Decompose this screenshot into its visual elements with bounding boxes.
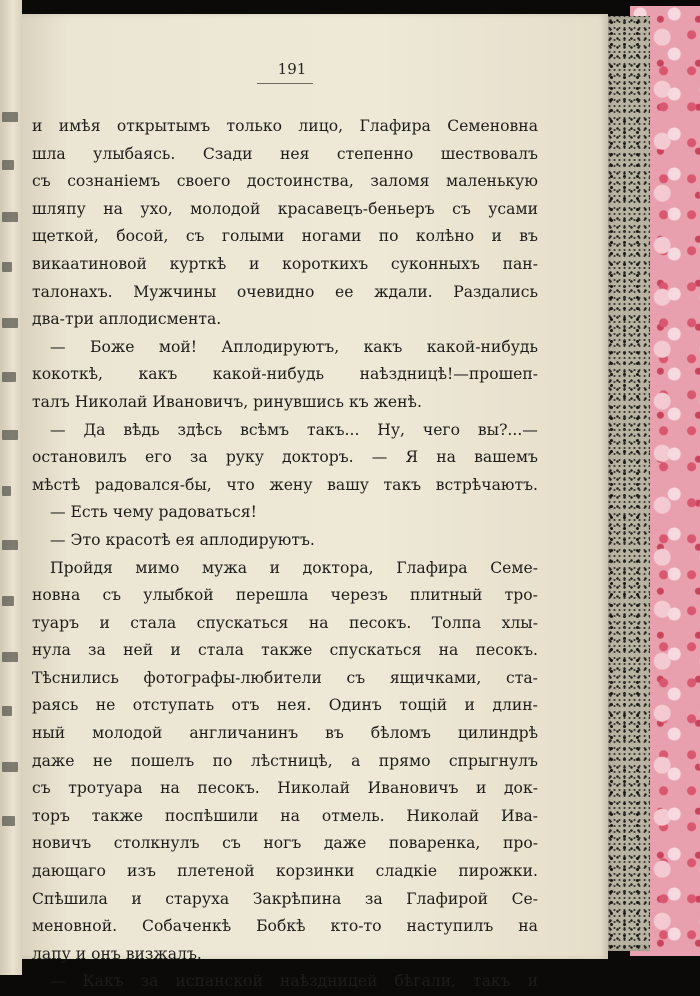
body-text bbox=[32, 113, 538, 996]
text-line: и имѣя открытымъ только лицо, Глафира Семеновна bbox=[32, 117, 538, 135]
text-line: мѣстѣ радовался-бы, что жену вашу такъ встрѣчаютъ. bbox=[32, 475, 538, 494]
text-line: лапу и онъ визжалъ. bbox=[32, 944, 202, 963]
text-line: талъ Николай Ивановичъ, ринувшись къ женѣ. bbox=[32, 392, 422, 411]
text-line: талонахъ. Мужчины очевидно ее ждали. Раздались bbox=[32, 282, 538, 301]
text-line: нула за ней и стала также спускаться на песокъ. bbox=[32, 641, 538, 660]
text-line: съ тротуара на песокъ. Николай Ивановичъ и док- bbox=[32, 779, 538, 798]
left-page-text-fragment bbox=[2, 160, 14, 170]
text-line: шляпу на ухо, молодой красавецъ-беньеръ съ усами bbox=[32, 199, 538, 218]
left-page-text-fragment bbox=[2, 540, 18, 550]
text-line: — Боже мой! Аплодируютъ, какъ какой-нибудь bbox=[50, 337, 538, 356]
text-line: викаатиновой курткѣ и короткихъ суконныхъ пан- bbox=[32, 254, 538, 273]
text-line: Спѣшила и старуха Закрѣпина за Глафирой Се- bbox=[32, 889, 538, 908]
text-line: два-три аплодисмента. bbox=[32, 310, 222, 329]
left-page-text-fragment bbox=[2, 762, 18, 772]
text-line: меновной. Собаченкѣ Бобкѣ кто-то наступилъ на bbox=[32, 917, 538, 936]
book-page bbox=[22, 14, 608, 991]
page-number: 191 bbox=[277, 60, 307, 78]
left-page-text-fragment bbox=[2, 112, 18, 122]
text-line: новичъ столкнулъ съ ногъ даже поваренка, про- bbox=[32, 834, 538, 853]
left-page-text-fragment bbox=[2, 212, 18, 222]
text-line: — Это красотѣ ея аплодируютъ. bbox=[50, 530, 315, 549]
text-line: туаръ и стала спускаться на песокъ. Толпа хлы- bbox=[32, 613, 538, 632]
text-line: новна съ улыбкой перешла черезъ плитный тро- bbox=[32, 586, 538, 605]
left-page-edge bbox=[0, 0, 22, 975]
left-page-text-fragment bbox=[2, 430, 18, 440]
text-line: дающаго изъ плетеной корзинки сладкіе пирожки. bbox=[32, 862, 538, 881]
text-line: остановилъ его за руку докторъ. — Я на вашемъ bbox=[32, 448, 538, 467]
text-line: — Да вѣдь здѣсь всѣмъ такъ... Ну, чего вы?...— bbox=[50, 420, 538, 439]
page-number-rule bbox=[257, 83, 313, 84]
left-page-text-fragment bbox=[2, 706, 12, 716]
text-line: Пройдя мимо мужа и доктора, Глафира Семе- bbox=[50, 558, 538, 577]
left-page-text-fragment bbox=[2, 262, 12, 272]
left-page-text-fragment bbox=[2, 318, 18, 328]
text-line: ный молодой англичанинъ въ бѣломъ цилиндрѣ bbox=[32, 724, 538, 743]
text-line: торъ также поспѣшили на отмель. Николай Ива- bbox=[32, 806, 538, 825]
text-line: щеткой, босой, съ голыми ногами по колѣно и въ bbox=[32, 227, 538, 246]
left-page-text-fragment bbox=[2, 486, 11, 496]
left-page-text-fragment bbox=[2, 652, 18, 662]
text-line: — Какъ за испанской наѣздницей бѣгали, такъ и bbox=[50, 972, 538, 991]
text-line: кокоткѣ, какъ какой-нибудь наѣздницѣ!—прошеп- bbox=[32, 365, 538, 384]
text-line: раясь не отступать отъ нея. Одинъ тощій и длин- bbox=[32, 696, 538, 715]
text-line: шла улыбаясь. Сзади нея степенно шествовалъ bbox=[32, 144, 538, 163]
text-line: — Есть чему радоваться! bbox=[50, 503, 257, 522]
text-line: даже не пошелъ по лѣстницѣ, а прямо спрыгнулъ bbox=[32, 751, 538, 770]
text-line: съ сознаніемъ своего достоинства, заломя маленькую bbox=[32, 172, 538, 191]
left-page-text-fragment bbox=[2, 372, 16, 382]
text-line: Тѣснились фотографы-любители съ ящичками, ста- bbox=[32, 668, 538, 687]
left-page-text-fragment bbox=[2, 816, 15, 826]
left-page-text-fragment bbox=[2, 596, 14, 606]
